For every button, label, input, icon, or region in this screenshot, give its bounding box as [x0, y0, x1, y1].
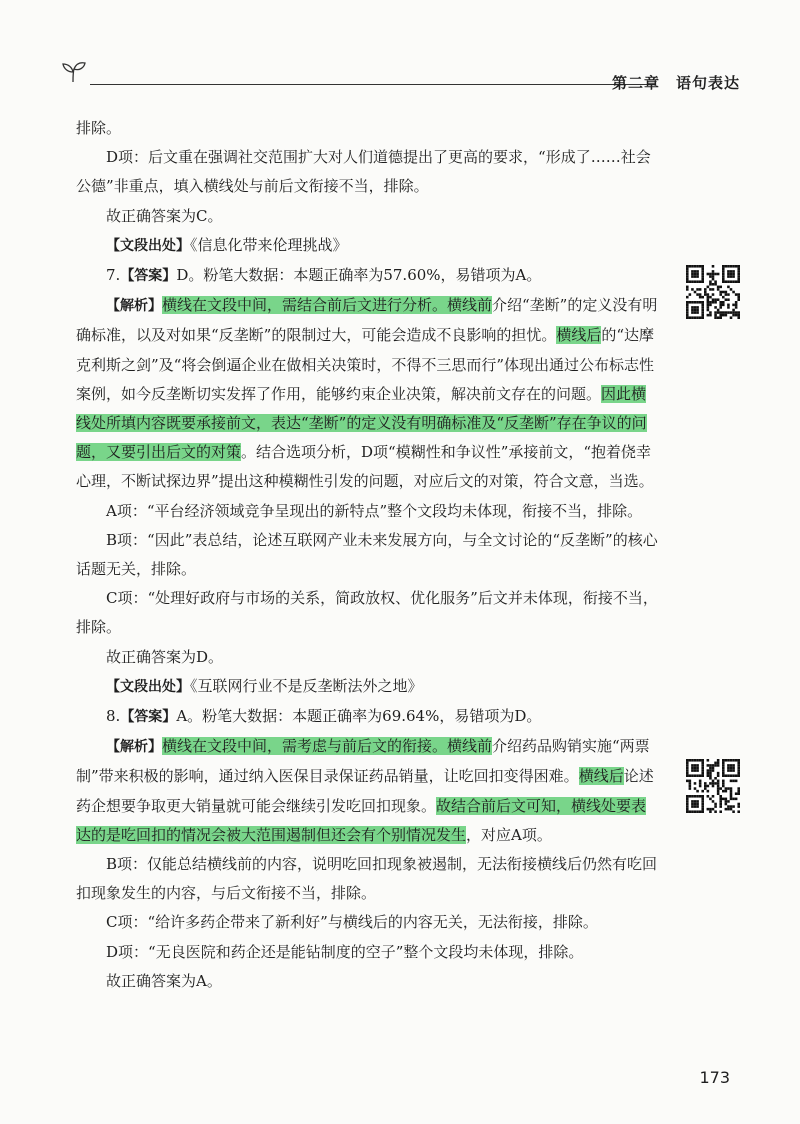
- section-tag: 【解析】: [106, 298, 162, 315]
- paragraph: [76, 908, 660, 937]
- paragraph: [76, 702, 660, 732]
- section-tag: 【答案】: [120, 268, 177, 285]
- highlighted-text: 因此横线处所填内容既要承接前文，表达“垄断”的定义没有明确标准及“反垄断”存在争议的问题，又要引出后文的对策: [76, 384, 647, 462]
- page-body: [76, 114, 660, 996]
- paragraph: [76, 850, 660, 908]
- text-run: 8.: [106, 707, 121, 726]
- text-run: A。粉笔大数据：本题正确率为69.64%，易错项为D。: [176, 707, 542, 726]
- paragraph: [76, 291, 660, 496]
- text-run: 的“达摩克利斯之剑”及“将会倒逼企业在做相关决策时，不得不三思而行”体现出通过公布标志性案例，如今反垄断切实发挥了作用，能够约束企业决策，解决前文存在的问题。: [76, 326, 655, 403]
- paragraph: [76, 526, 660, 584]
- section-tag: 【解析】: [106, 739, 162, 756]
- highlighted-text: 横线后: [578, 767, 624, 786]
- paragraph: [76, 672, 660, 702]
- section-tag: 【文段出处】: [106, 237, 190, 254]
- paragraph: [76, 143, 660, 201]
- text-run: 论述药企想要争取更大销量就可能会继续引发吃回扣现象。: [76, 767, 654, 815]
- paragraph: [76, 261, 660, 291]
- text-run: B项：“因此”表总结，论述互联网产业未来发展方向，与全文讨论的“反垄断”的核心话题无关，排除。: [76, 530, 658, 579]
- text-run: 故正确答案为D。: [106, 647, 224, 666]
- text-run: ，对应A项。: [466, 825, 552, 844]
- text-run: 故正确答案为A。: [106, 971, 222, 990]
- header-rule: [90, 84, 656, 85]
- text-run: 7.: [106, 266, 121, 285]
- text-run: 。结合选项分析，D项“模糊性和争议性”承接前文，“抱着侥幸心理，不断试探边界”提出这种模糊性引发的问题，对应后文的对策，符合文意，当选。: [76, 443, 654, 491]
- text-run: 介绍药品购销实施“两票制”带来积极的影响，通过纳入医保目录保证药品销量，让吃回扣变得困难。: [76, 737, 650, 786]
- text-run: C项：“处理好政府与市场的关系，简政放权、优化服务”后文并未体现，衔接不当，排除。: [76, 589, 658, 637]
- highlighted-text: 横线在文段中间，需考虑与前后文的衔接。横线前: [162, 737, 493, 756]
- paragraph: [76, 938, 660, 967]
- text-run: 介绍“垄断”的定义没有明确标准，以及对如果“反垄断”的限制过大，可能会造成不良影响的担忧。: [76, 296, 658, 345]
- text-run: A项：“平台经济领域竞争呈现出的新特点”整个文段均未体现，衔接不当，排除。: [106, 501, 643, 520]
- highlighted-text: 故结合前后文可知，横线处要表达的是吃回扣的情况会被大范围遏制但还会有个别情况发生: [76, 796, 647, 844]
- text-run: B项：仅能总结横线前的内容，说明吃回扣现象被遏制，无法衔接横线后仍然有吃回扣现象发生的内容，与后文衔接不当，排除。: [76, 855, 658, 903]
- text-run: D。粉笔大数据：本题正确率为57.60%，易错项为A。: [176, 266, 542, 285]
- sprout-icon: [60, 60, 88, 84]
- text-run: 排除。: [76, 119, 122, 137]
- highlighted-text: 横线在文段中间，需结合前后文进行分析。横线前: [162, 296, 493, 315]
- paragraph: [76, 497, 660, 526]
- section-tag: 【答案】: [120, 709, 177, 726]
- qr-code-icon[interactable]: [686, 265, 740, 319]
- paragraph: [76, 231, 660, 261]
- paragraph: [76, 114, 660, 143]
- text-run: 故正确答案为C。: [106, 206, 223, 225]
- text-run: 《信息化带来伦理挑战》: [190, 235, 348, 254]
- paragraph: [76, 584, 660, 642]
- qr-code-icon[interactable]: [686, 759, 740, 813]
- page-number: 173: [699, 1068, 730, 1087]
- highlighted-text: 横线后: [556, 326, 602, 345]
- page-header: [60, 60, 740, 100]
- text-run: 《互联网行业不是反垄断法外之地》: [190, 676, 423, 695]
- paragraph: [76, 202, 660, 231]
- text-run: C项：“给许多药企带来了新利好”与横线后的内容无关，无法衔接，排除。: [106, 913, 598, 932]
- paragraph: [76, 967, 660, 996]
- text-run: D项：“无良医院和药企还是能钻制度的空子”整个文段均未体现，排除。: [106, 942, 584, 961]
- paragraph: [76, 643, 660, 672]
- chapter-title: 第二章 语句表达: [611, 74, 740, 92]
- paragraph: [76, 732, 660, 850]
- section-tag: 【文段出处】: [106, 678, 190, 695]
- text-run: D项：后文重在强调社交范围扩大对人们道德提出了更高的要求，“形成了……社会公德”非重点，填入横线处与前后文衔接不当，排除。: [76, 148, 651, 196]
